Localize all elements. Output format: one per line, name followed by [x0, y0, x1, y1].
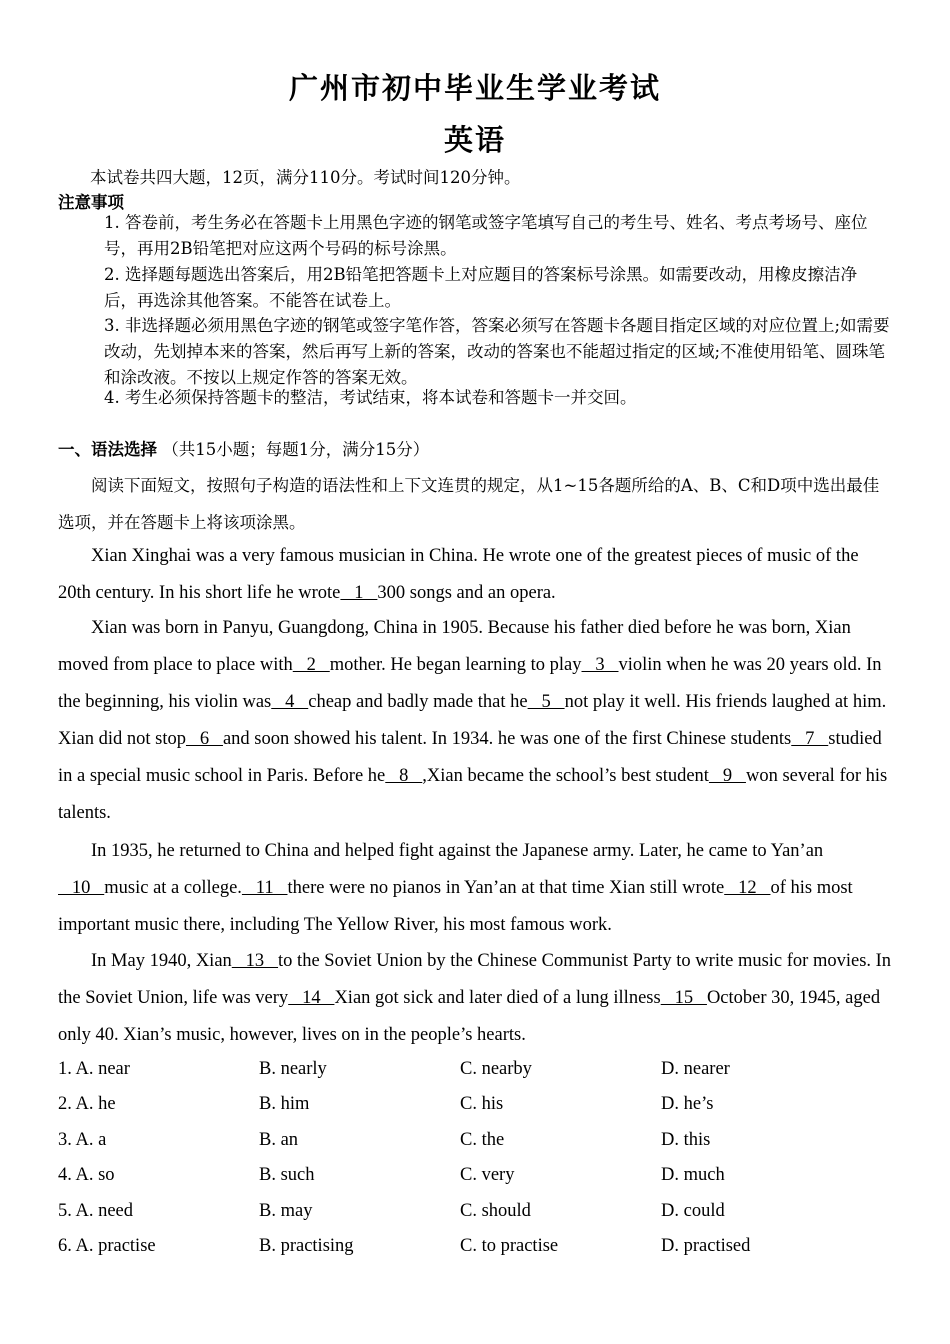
- option-a: 2. A. he: [58, 1094, 116, 1114]
- passage-paragraph-4: [58, 943, 893, 1054]
- question-options-6: [58, 1236, 893, 1266]
- section-instructions: 阅读下面短文，按照句子构造的语法性和上下文连贯的规定，从1~15各题所给的A、B、C和D项中选出最佳选项，并在答题卡上将该项涂黑。: [58, 476, 880, 532]
- notice-item: 4. 考生必须保持答题卡的整洁，考试结束，将本试卷和答题卡一并交回。: [104, 388, 637, 407]
- option-b: B. nearly: [259, 1059, 327, 1079]
- question-options-4: [58, 1165, 893, 1195]
- option-d: D. practised: [661, 1236, 751, 1256]
- blank-4: 4: [271, 692, 309, 712]
- passage-text: music at a college.: [104, 878, 242, 898]
- blank-13: 13: [231, 951, 279, 971]
- subject-title: 英语: [443, 123, 506, 157]
- blank-9: 9: [708, 766, 746, 786]
- section-title: 一、语法选择: [58, 440, 157, 459]
- passage-text: In 1935, he returned to China and helped fight against the Japanese army. Later, he came to Yan’an: [91, 841, 824, 861]
- passage-text: won several for his talents.: [58, 766, 888, 823]
- option-b: B. an: [259, 1130, 299, 1150]
- option-c: C. nearby: [460, 1059, 532, 1079]
- passage-paragraph-1: [58, 538, 893, 612]
- passage-text: In May 1940, Xian: [91, 951, 232, 971]
- passage-text: Xian got sick and later died of a lung illness: [334, 988, 661, 1008]
- option-a: 5. A. need: [58, 1201, 134, 1221]
- blank-3: 3: [581, 655, 619, 675]
- passage-text: violin when he was 20 years old. In the beginning, his violin was: [58, 655, 882, 712]
- section-scoring: （共15小题；每题1分，满分15分）: [162, 440, 430, 459]
- passage-text: ,Xian became the school’s best student: [422, 766, 709, 786]
- option-a: 6. A. practise: [58, 1236, 156, 1256]
- blank-12: 12: [724, 878, 771, 898]
- blank-8: 8: [385, 766, 423, 786]
- option-c: C. should: [460, 1201, 531, 1221]
- option-d: D. could: [661, 1201, 725, 1221]
- question-options-1: [58, 1059, 893, 1089]
- passage-text: to the Soviet Union by the Chinese Communist Party to write music for movies. In the Soviet Union, life was very: [58, 951, 892, 1008]
- passage-text: Xian was born in Panyu, Guangdong, China in 1905. Because his father died before he was born, Xian moved from place to place with: [58, 618, 851, 675]
- section-heading: [58, 436, 429, 460]
- passage-text: Xian Xinghai was a very famous musician in China. He wrote one of the greatest pieces of music of the 20th century. In his short life he wrote: [58, 546, 859, 603]
- option-c: C. very: [460, 1165, 515, 1185]
- blank-11: 11: [241, 878, 288, 898]
- blank-2: 2: [292, 655, 330, 675]
- question-options-3: [58, 1130, 893, 1160]
- notice-heading: 注意事项: [58, 193, 124, 212]
- passage-text: there were no pianos in Yan’an at that time Xian still wrote: [287, 878, 725, 898]
- question-options-2: [58, 1094, 893, 1124]
- passage-text: of his most important music there, including The Yellow River, his most famous work.: [58, 878, 853, 935]
- option-b: B. practising: [259, 1236, 354, 1256]
- blank-14: 14: [288, 988, 335, 1008]
- option-a: 1. A. near: [58, 1059, 130, 1079]
- option-c: C. his: [460, 1094, 504, 1114]
- option-c: C. to practise: [460, 1236, 559, 1256]
- passage-text: 300 songs and an opera.: [377, 583, 556, 603]
- blank-5: 5: [527, 692, 565, 712]
- option-a: 3. A. a: [58, 1130, 107, 1150]
- notice-item: 3. 非选择题必须用黑色字迹的钢笔或签字笔作答，答案必须写在答题卡各题目指定区域的对应位置上;如需要改动，先划掉本来的答案，然后再写上新的答案，改动的答案也不能超过指定的区域;不准使用铅笔、圆珠笔和涂改液。不按以上规定作答的答案无效。: [104, 316, 890, 387]
- passage-text: not play it well. His friends laughed at him. Xian did not stop: [58, 692, 887, 749]
- passage-text: October 30, 1945, aged only 40. Xian’s music, however, lives on in the people’s hearts.: [58, 988, 881, 1045]
- notice-item: 1. 答卷前，考生务必在答题卡上用黑色字迹的钢笔或签字笔填写自己的考生号、姓名、考点考场号、座位号，再用2B铅笔把对应这两个号码的标号涂黑。: [104, 213, 868, 258]
- passage-text: studied in a special music school in Paris. Before he: [58, 729, 882, 786]
- blank-6: 6: [185, 729, 223, 749]
- exam-intro: 本试卷共四大题，12页，满分110分。考试时间120分钟。: [90, 168, 521, 187]
- passage-text: cheap and badly made that he: [308, 692, 528, 712]
- option-b: B. him: [259, 1094, 310, 1114]
- option-d: D. he’s: [661, 1094, 714, 1114]
- blank-10: 10: [58, 878, 105, 898]
- option-c: C. the: [460, 1130, 505, 1150]
- passage-paragraph-3: [58, 833, 893, 944]
- notice-item: 2. 选择题每题选出答案后，用2B铅笔把答题卡上对应题目的答案标号涂黑。如需要改动，用橡皮擦洁净后，再选涂其他答案。不能答在试卷上。: [104, 265, 858, 310]
- blank-1: 1: [340, 583, 378, 603]
- option-a: 4. A. so: [58, 1165, 115, 1185]
- passage-text: and soon showed his talent. In 1934. he was one of the first Chinese students: [222, 729, 792, 749]
- option-b: B. may: [259, 1201, 313, 1221]
- passage-text: mother. He began learning to play: [329, 655, 582, 675]
- option-b: B. such: [259, 1165, 315, 1185]
- question-options-5: [58, 1201, 893, 1231]
- exam-title: 广州市初中毕业生学业考试: [288, 71, 661, 105]
- option-d: D. this: [661, 1130, 711, 1150]
- blank-15: 15: [660, 988, 707, 1008]
- passage-paragraph-2: [58, 610, 893, 832]
- option-d: D. much: [661, 1165, 725, 1185]
- option-d: D. nearer: [661, 1059, 730, 1079]
- blank-7: 7: [791, 729, 829, 749]
